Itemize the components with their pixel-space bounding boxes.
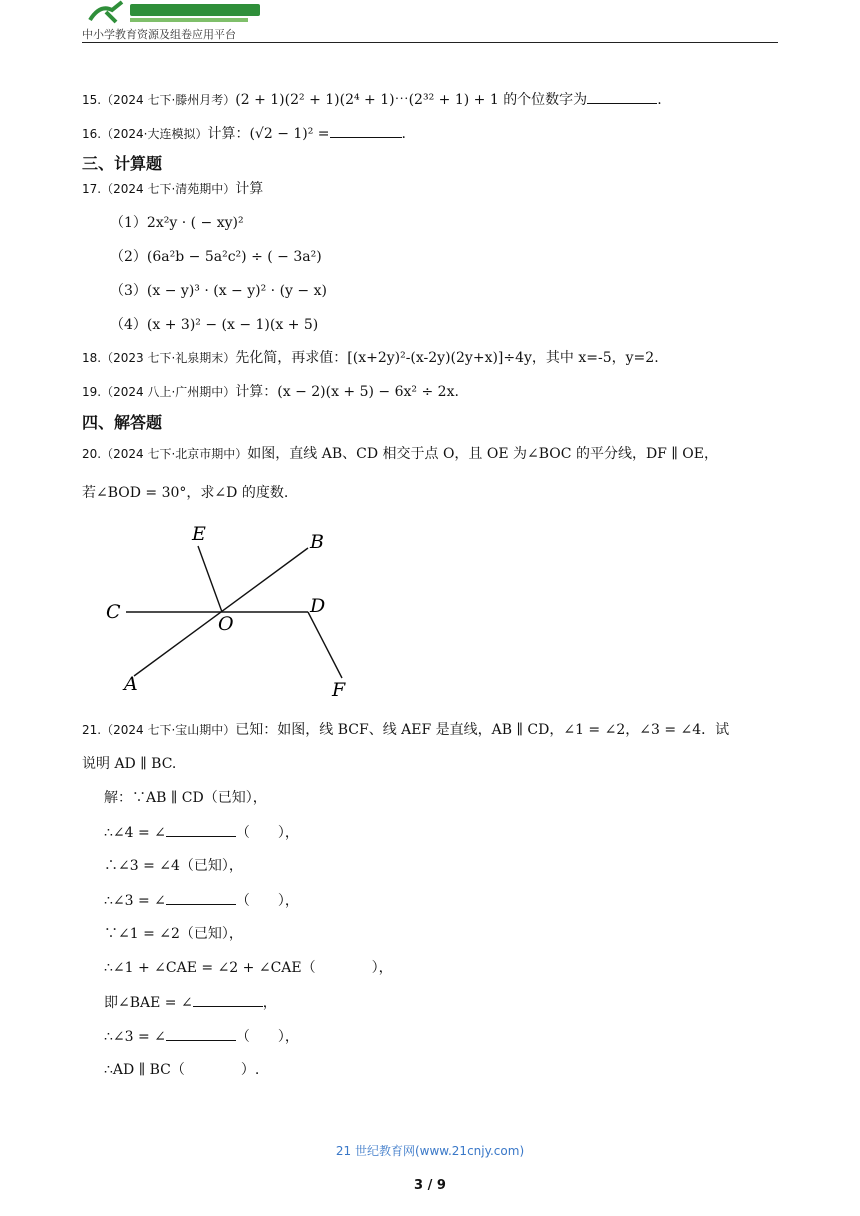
- question-text: 先化简，再求值：[(x+2y)²-(x-2y)(2y+x)]÷4y，其中 x=-5，y=2.: [235, 350, 659, 366]
- solution-step-3: [104, 857, 243, 875]
- label-c: C: [106, 601, 121, 623]
- step-text: ∴∠3 = ∠: [104, 1029, 166, 1045]
- answer-blank[interactable]: [193, 993, 263, 1007]
- section-heading: 四、解答题: [82, 413, 163, 432]
- period: .: [657, 92, 662, 108]
- question-21: [82, 721, 729, 739]
- label-a: A: [124, 673, 138, 695]
- step-text: ∴∠3 = ∠: [104, 893, 166, 909]
- solution-step-7: [104, 993, 277, 1012]
- question-number: 15.: [82, 93, 102, 107]
- ray-oe: [198, 546, 222, 612]
- question-text: 已知：如图，线 BCF、线 AEF 是直线，AB ∥ CD，∠1 = ∠2，∠3 = ∠4．试: [235, 722, 730, 738]
- label-b: B: [310, 531, 324, 553]
- solution-step-1: [104, 789, 267, 807]
- solution-step-8: [104, 1027, 299, 1046]
- reason-blank[interactable]: ）.: [184, 1062, 260, 1078]
- platform-name: 中小学教育资源及组卷应用平台: [82, 28, 236, 41]
- question-number: 16.: [82, 127, 102, 141]
- header-divider: [82, 42, 778, 43]
- solution-step-2: [104, 823, 299, 842]
- step-text: ∴∠4 = ∠: [104, 825, 166, 841]
- page-number: 3 / 9: [414, 1178, 446, 1193]
- step-text: 即∠BAE = ∠: [104, 995, 193, 1011]
- question-source: （2024 七下·宝山期中）: [101, 723, 236, 737]
- reason-blank[interactable]: （ ），: [235, 1029, 299, 1045]
- question-source: （2024 八上·广州期中）: [101, 385, 236, 399]
- subquestion-2: [110, 248, 322, 266]
- reason-blank[interactable]: ），: [315, 960, 393, 976]
- question-text: 计算：: [235, 384, 278, 400]
- math-expression: (2 + 1)(2² + 1)(2⁴ + 1)⋯(2³² + 1) + 1: [235, 92, 499, 108]
- question-20-line-2: 若∠BOD = 30°，求∠D 的度数.: [82, 485, 289, 501]
- math-expression: (x + 3)² − (x − 1)(x + 5): [146, 317, 319, 333]
- reason-blank[interactable]: （ ），: [235, 825, 299, 841]
- question-16: [82, 124, 406, 143]
- step-text: ∴∠3 = ∠4（已知），: [104, 858, 243, 874]
- step-text: 解：∵AB ∥ CD（已知），: [104, 790, 267, 806]
- subquestion-label: （4）: [110, 317, 147, 333]
- question-source: （2024·大连模拟）: [101, 127, 208, 141]
- subquestion-3: [110, 282, 327, 300]
- question-number: 20.: [82, 447, 102, 461]
- math-expression: (√2 − 1)² =: [249, 126, 330, 142]
- question-text: 计算：: [207, 126, 250, 142]
- answer-blank[interactable]: [166, 1027, 236, 1041]
- question-text: 如图，直线 AB、CD 相交于点 O，且 OE 为∠BOC 的平分线，DF ∥ OE，: [247, 446, 718, 462]
- segment-df: [308, 612, 342, 678]
- solution-step-6: [104, 959, 393, 977]
- question-number: 17.: [82, 182, 102, 196]
- subquestion-4: [110, 316, 318, 334]
- question-20: [82, 445, 718, 463]
- question-number: 21.: [82, 723, 102, 737]
- question-source: （2024 七下·滕州月考）: [101, 93, 236, 107]
- question-text: 的个位数字为: [503, 92, 588, 108]
- label-e: E: [192, 523, 206, 545]
- period: .: [401, 126, 406, 142]
- question-source: （2024 七下·清苑期中）: [101, 182, 236, 196]
- math-expression: (x − y)³ · (x − y)² · (y − x): [146, 283, 327, 299]
- question-17: [82, 180, 263, 198]
- subquestion-label: （2）: [110, 249, 147, 265]
- section-heading: 三、计算题: [82, 154, 163, 173]
- label-f: F: [332, 679, 346, 701]
- step-text: ∴AD ∥ BC（: [104, 1062, 185, 1078]
- question-number: 18.: [82, 351, 102, 365]
- question-source: （2023 七下·礼泉期末）: [101, 351, 236, 365]
- label-d: D: [310, 595, 326, 617]
- step-text: ∵∠1 = ∠2（已知），: [104, 926, 243, 942]
- question-number: 19.: [82, 385, 102, 399]
- math-expression: (x − 2)(x + 5) − 6x² ÷ 2x.: [277, 384, 459, 400]
- question-19: [82, 383, 459, 401]
- question-18: [82, 349, 659, 367]
- reason-blank[interactable]: （ ），: [235, 893, 299, 909]
- runner-logo-icon: [90, 2, 122, 22]
- question-text: 计算: [235, 181, 264, 197]
- site-logo: [82, 0, 272, 24]
- math-expression: 2x²y · ( − xy)²: [146, 215, 244, 231]
- geometry-figure: [100, 518, 360, 704]
- solution-step-5: [104, 925, 243, 943]
- solution-step-9: [104, 1061, 259, 1079]
- subquestion-1: [110, 214, 244, 232]
- step-text: ，: [262, 995, 277, 1011]
- label-o: O: [218, 613, 234, 635]
- question-21-line-2: 说明 AD ∥ BC.: [82, 756, 177, 772]
- footer-link[interactable]: 21 世纪教育网(www.21cnjy.com): [335, 1144, 525, 1158]
- answer-blank[interactable]: [330, 124, 402, 138]
- solution-step-4: [104, 891, 299, 910]
- subquestion-label: （1）: [110, 215, 147, 231]
- math-expression: (6a²b − 5a²c²) ÷ ( − 3a²): [146, 249, 322, 265]
- answer-blank[interactable]: [587, 90, 657, 104]
- answer-blank[interactable]: [166, 891, 236, 905]
- subquestion-label: （3）: [110, 283, 147, 299]
- question-source: （2024 七下·北京市期中）: [101, 447, 248, 461]
- answer-blank[interactable]: [166, 823, 236, 837]
- step-text: ∴∠1 + ∠CAE = ∠2 + ∠CAE（: [104, 960, 316, 976]
- question-15: [82, 90, 662, 109]
